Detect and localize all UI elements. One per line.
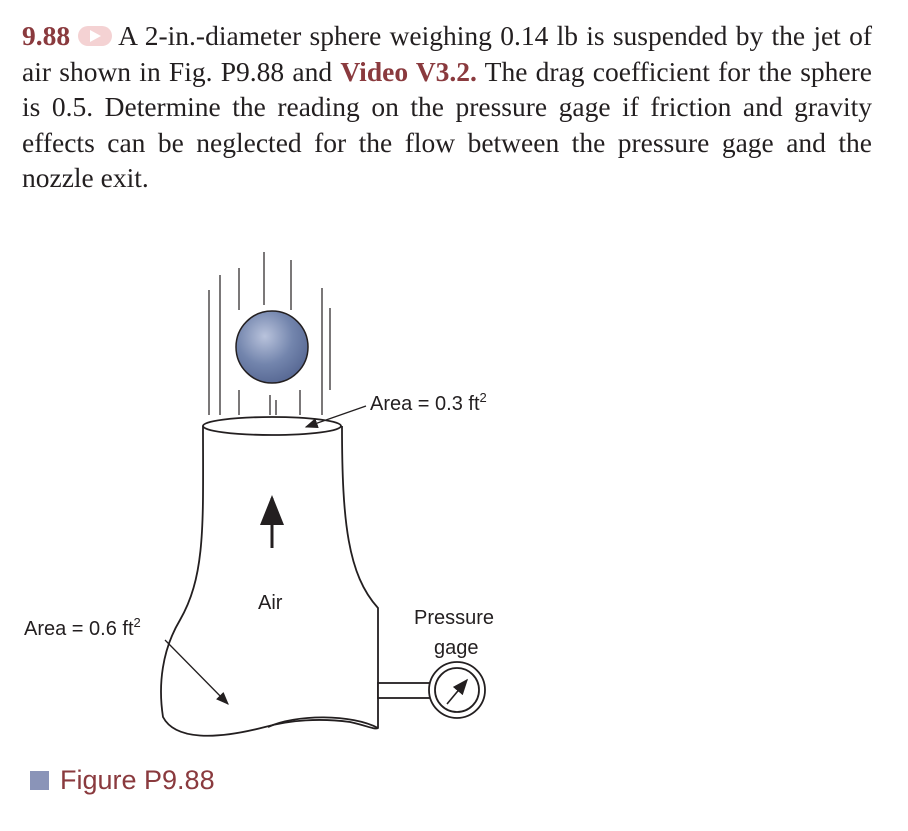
- gage-label: gage: [434, 637, 479, 659]
- play-triangle-icon[interactable]: [76, 24, 114, 48]
- pressure-label: Pressure: [414, 607, 495, 629]
- caption-text: Figure P9.88: [60, 765, 215, 795]
- bottom-area-label: Area = 0.6 $ft^2$: [24, 615, 141, 640]
- figure-p9-88: [0, 230, 908, 831]
- video-reference-link[interactable]: Video V3.2.: [340, 55, 477, 87]
- sphere: [236, 311, 308, 383]
- problem-text-part2: The drag coefficient for the sphere is 0.5. Determine the reading on the pressure gage if friction and gravity effects can be neglected for the flow between the pressure gage and the nozzle exit.: [22, 55, 873, 193]
- problem-text-part1: A 2-in.-diameter sphere weighing 0.14 lb is suspended by the jet of air shown in Fig. P9.88 and: [22, 20, 872, 87]
- nozzle-diagram: [0, 230, 908, 831]
- figure-caption: [30, 765, 215, 796]
- nozzle-body: [161, 417, 378, 736]
- pressure-gage: [378, 662, 485, 718]
- caption-square-icon: [30, 771, 49, 790]
- air-label: Air: [258, 592, 283, 614]
- problem-statement: [22, 18, 872, 196]
- top-area-label: Area = 0.3 $ft^2$: [370, 390, 487, 415]
- problem-number: 9.88: [22, 20, 71, 51]
